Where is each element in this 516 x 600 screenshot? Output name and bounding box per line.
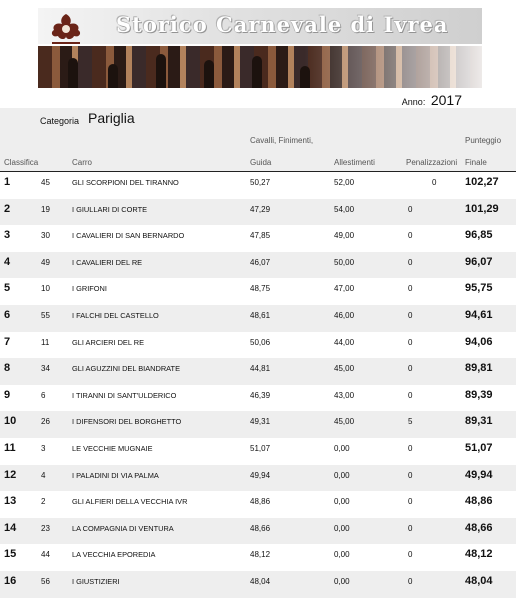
cell-guida: 48,86 <box>250 497 271 507</box>
year-value: 2017 <box>430 92 462 108</box>
cell-carro: LA VECCHIA EPOREDIA <box>72 550 156 560</box>
cell-allestimenti: 0,00 <box>334 523 350 533</box>
cell-carro: I DIFENSORI DEL BORGHETTO <box>72 417 182 427</box>
cell-number: 11 <box>41 337 50 347</box>
cell-penalizzazioni: 0 <box>432 178 437 187</box>
cell-rank: 7 <box>4 335 11 348</box>
cell-finale: 48,66 <box>465 521 493 534</box>
cell-carro: I PALADINI DI VIA PALMA <box>72 470 159 480</box>
cell-carro: LE VECCHIE MUGNAIE <box>72 443 153 453</box>
column-header-carro: Carro <box>72 158 93 167</box>
cell-rank: 14 <box>4 521 17 534</box>
cell-rank: 5 <box>4 282 11 295</box>
cell-allestimenti: 50,00 <box>334 257 355 267</box>
cell-guida: 46,39 <box>250 390 271 400</box>
banner-photo-strip <box>38 46 482 88</box>
cell-guida: 48,75 <box>250 284 271 294</box>
cell-finale: 89,39 <box>465 388 493 401</box>
column-header-penalizzazioni: Penalizzazioni <box>406 158 458 167</box>
cell-finale: 94,06 <box>465 335 493 348</box>
cell-number: 26 <box>41 417 50 427</box>
cell-rank: 15 <box>4 548 17 561</box>
cell-guida: 46,07 <box>250 257 271 267</box>
cell-allestimenti: 45,00 <box>334 364 355 374</box>
cell-allestimenti: 0,00 <box>334 576 350 586</box>
figure-silhouette <box>300 66 310 88</box>
cell-penalizzazioni: 0 <box>408 310 413 320</box>
cell-carro: LA COMPAGNIA DI VENTURA <box>72 523 174 533</box>
cell-guida: 49,94 <box>250 470 271 480</box>
cell-rank: 10 <box>4 415 17 428</box>
cell-number: 6 <box>41 390 46 400</box>
cell-finale: 48,86 <box>465 495 493 508</box>
cell-finale: 48,04 <box>465 574 493 587</box>
cell-number: 19 <box>41 204 50 214</box>
cell-carro: I FALCHI DEL CASTELLO <box>72 310 159 320</box>
cell-guida: 48,66 <box>250 523 271 533</box>
cell-guida: 49,31 <box>250 417 271 427</box>
table-row <box>0 491 516 518</box>
cell-number: 30 <box>41 231 50 241</box>
column-header-classifica: Classifica <box>4 158 39 167</box>
cell-allestimenti: 52,00 <box>334 178 355 187</box>
cell-penalizzazioni: 0 <box>408 390 413 400</box>
cell-carro: I CAVALIERI DI SAN BERNARDO <box>72 231 185 241</box>
cell-rank: 2 <box>4 202 11 215</box>
cell-guida: 44,81 <box>250 364 271 374</box>
column-header-punteggio: Punteggio <box>465 136 502 145</box>
cell-penalizzazioni: 5 <box>408 417 413 427</box>
cell-rank: 11 <box>4 441 16 454</box>
cell-allestimenti: 0,00 <box>334 497 350 507</box>
cell-rank: 3 <box>4 229 11 242</box>
figure-silhouette <box>204 60 214 88</box>
cell-allestimenti: 0,00 <box>334 470 350 480</box>
cell-number: 56 <box>41 576 50 586</box>
banner-title: Storico Carnevale di Ivrea <box>116 12 449 37</box>
cell-rank: 13 <box>4 495 17 508</box>
cell-allestimenti: 0,00 <box>334 443 350 453</box>
cell-penalizzazioni: 0 <box>408 284 413 294</box>
cell-guida: 48,04 <box>250 576 271 586</box>
cell-number: 23 <box>41 523 50 533</box>
cell-guida: 48,61 <box>250 310 271 320</box>
cell-finale: 96,07 <box>465 255 493 268</box>
table-row <box>0 465 516 492</box>
cell-carro: I GIUSTIZIERI <box>72 576 120 586</box>
cell-penalizzazioni: 0 <box>408 576 413 586</box>
table-row <box>0 438 516 465</box>
cell-number: 10 <box>41 284 50 294</box>
cell-guida: 50,27 <box>250 178 271 187</box>
table-row <box>0 332 516 359</box>
cell-finale: 89,31 <box>465 415 493 428</box>
cell-number: 44 <box>41 550 50 560</box>
category-value: Pariglia <box>88 110 135 126</box>
cell-finale: 102,27 <box>465 176 499 188</box>
cell-allestimenti: 45,00 <box>334 417 355 427</box>
table-header <box>0 108 516 172</box>
cell-number: 34 <box>41 364 50 374</box>
cell-carro: GLI SCORPIONI DEL TIRANNO <box>72 178 179 187</box>
cell-penalizzazioni: 0 <box>408 497 413 507</box>
cell-number: 45 <box>41 178 50 187</box>
column-header-guida-top: Cavalli, Finimenti, <box>250 136 314 145</box>
cell-rank: 16 <box>4 574 17 587</box>
table-row <box>0 225 516 252</box>
cell-penalizzazioni: 0 <box>408 443 413 453</box>
results-table <box>0 172 516 598</box>
cell-number: 49 <box>41 257 50 267</box>
cell-penalizzazioni: 0 <box>408 470 413 480</box>
cell-number: 55 <box>41 310 50 320</box>
category-label: Categoria <box>40 116 80 126</box>
figure-silhouette <box>108 64 118 88</box>
column-header-guida: Guida <box>250 158 272 167</box>
table-row <box>0 411 516 438</box>
cell-carro: I CAVALIERI DEL RE <box>72 257 143 267</box>
cell-penalizzazioni: 0 <box>408 337 413 347</box>
figure-silhouette <box>68 58 78 88</box>
banner <box>38 8 482 92</box>
cell-carro: I GIULLARI DI CORTE <box>72 204 148 214</box>
cell-allestimenti: 0,00 <box>334 550 350 560</box>
cell-rank: 9 <box>4 388 11 401</box>
cell-carro: GLI AGUZZINI DEL BIANDRATE <box>72 364 181 374</box>
table-row <box>0 571 516 598</box>
cell-rank: 12 <box>4 468 17 481</box>
cell-finale: 96,85 <box>465 229 493 242</box>
cell-rank: 1 <box>4 176 11 188</box>
cell-guida: 48,12 <box>250 550 271 560</box>
cell-finale: 101,29 <box>465 202 499 215</box>
cell-finale: 94,61 <box>465 308 493 321</box>
table-row <box>0 385 516 412</box>
cell-penalizzazioni: 0 <box>408 257 413 267</box>
cell-carro: I GRIFONI <box>72 284 107 294</box>
cell-carro: GLI ARCIERI DEL RE <box>72 337 145 347</box>
cell-finale: 89,81 <box>465 362 493 375</box>
cell-penalizzazioni: 0 <box>408 550 413 560</box>
table-row <box>0 172 516 199</box>
cell-carro: I TIRANNI DI SANT'ULDERICO <box>72 390 177 400</box>
cell-guida: 50,06 <box>250 337 271 347</box>
table-row <box>0 358 516 385</box>
cell-allestimenti: 43,00 <box>334 390 355 400</box>
cell-rank: 6 <box>4 308 11 321</box>
cell-allestimenti: 47,00 <box>334 284 355 294</box>
cell-finale: 51,07 <box>465 441 493 454</box>
cell-finale: 95,75 <box>465 282 493 295</box>
column-header-allestimenti: Allestimenti <box>334 158 375 167</box>
cell-guida: 47,85 <box>250 231 271 241</box>
column-header-finale: Finale <box>465 158 487 167</box>
cell-allestimenti: 49,00 <box>334 231 355 241</box>
year-label: Anno: <box>401 97 426 107</box>
cell-guida: 51,07 <box>250 443 271 453</box>
cell-penalizzazioni: 0 <box>408 523 413 533</box>
table-row <box>0 518 516 545</box>
cell-number: 4 <box>41 470 46 480</box>
table-row <box>0 252 516 279</box>
cell-penalizzazioni: 0 <box>408 231 413 241</box>
cell-finale: 49,94 <box>465 468 493 481</box>
year-field <box>402 92 462 108</box>
table-row <box>0 305 516 332</box>
cell-guida: 47,29 <box>250 204 271 214</box>
table-row <box>0 278 516 305</box>
figure-silhouette <box>156 54 166 88</box>
figure-silhouette <box>252 56 262 88</box>
cell-allestimenti: 54,00 <box>334 204 355 214</box>
cell-allestimenti: 44,00 <box>334 337 355 347</box>
cell-carro: GLI ALFIERI DELLA VECCHIA IVR <box>72 497 188 507</box>
table-row <box>0 199 516 226</box>
table-row <box>0 544 516 571</box>
cell-allestimenti: 46,00 <box>334 310 355 320</box>
cell-penalizzazioni: 0 <box>408 204 413 214</box>
cell-number: 3 <box>41 443 46 453</box>
cell-penalizzazioni: 0 <box>408 364 413 374</box>
cell-rank: 4 <box>4 255 11 268</box>
cell-finale: 48,12 <box>465 548 493 561</box>
cell-number: 2 <box>41 497 46 507</box>
cell-rank: 8 <box>4 362 11 375</box>
